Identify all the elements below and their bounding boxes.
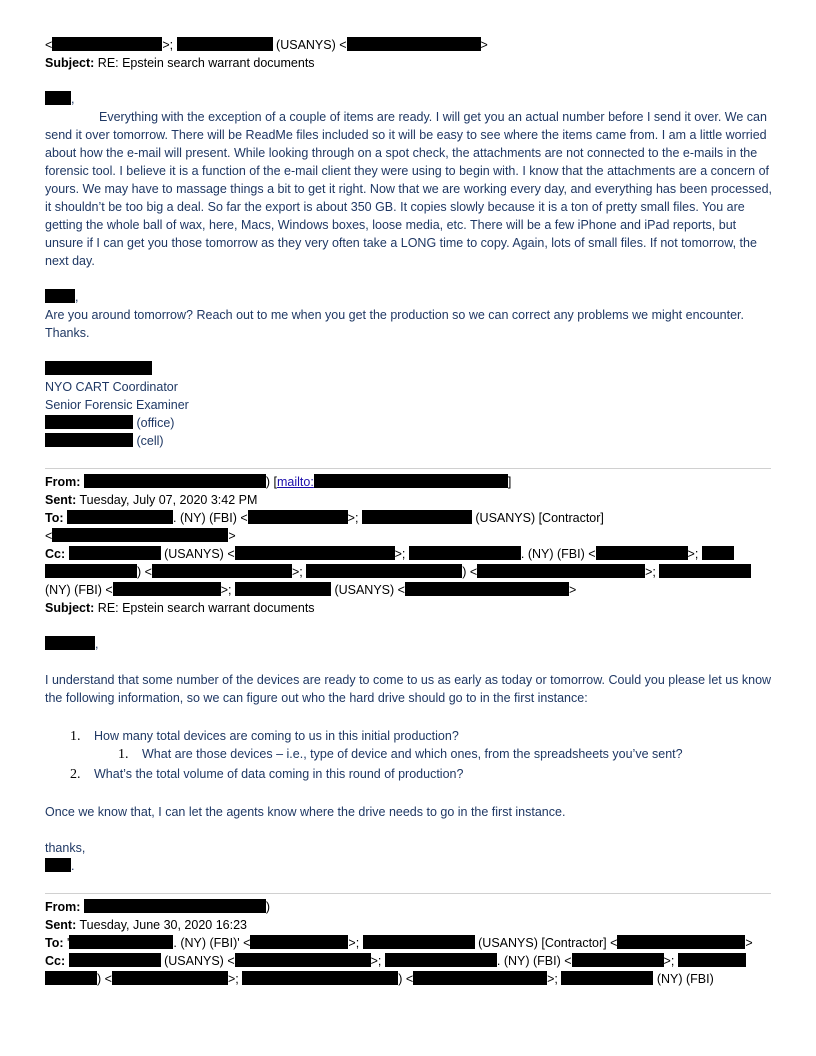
redaction xyxy=(347,37,481,51)
redaction xyxy=(45,971,97,985)
header-text: (USANYS) [Contractor] xyxy=(471,511,604,525)
redaction xyxy=(152,564,292,578)
header-text: ) xyxy=(265,900,271,914)
header-text: >; xyxy=(291,565,307,579)
list-text: What are those devices – i.e., type of device and which ones, from the spreadsheets you’ve sent? xyxy=(142,747,683,761)
header-text: > xyxy=(568,583,577,597)
redaction xyxy=(617,935,745,949)
list-text: How many total devices are coming to us in this initial production? xyxy=(94,729,459,743)
cc-line xyxy=(45,952,746,970)
greeting-3 xyxy=(45,635,98,653)
top-subject-line xyxy=(45,54,315,72)
header-text: (USANYS) < xyxy=(160,547,235,561)
redaction xyxy=(69,935,173,949)
redaction xyxy=(362,510,472,524)
header-text: (NY) (FBI) < xyxy=(45,583,113,597)
to-label: To: xyxy=(45,511,64,525)
redaction xyxy=(250,935,348,949)
top-recipients-line: < >; (USANYS) < > xyxy=(45,38,488,52)
redaction xyxy=(678,953,746,967)
redaction xyxy=(702,546,734,560)
header-text: >; xyxy=(645,565,660,579)
header-text: >; xyxy=(347,511,362,525)
header-text: (USANYS) < xyxy=(272,38,347,52)
list-item xyxy=(118,745,683,763)
list-number: 1. xyxy=(70,729,81,744)
header-text: (USANYS) < xyxy=(330,583,405,597)
divider xyxy=(45,468,771,469)
from-label: From: xyxy=(45,900,81,914)
header-text: ) < xyxy=(398,972,414,986)
header-text: ) < xyxy=(137,565,152,579)
from-line xyxy=(45,898,270,916)
from-label: From: xyxy=(45,475,81,489)
thanks-line: thanks, xyxy=(45,841,86,855)
redaction xyxy=(385,953,497,967)
greeting-1 xyxy=(45,90,74,108)
header-text: >; xyxy=(220,583,235,597)
redaction xyxy=(413,971,547,985)
sent-label: Sent: xyxy=(45,918,77,932)
list-item xyxy=(70,727,459,745)
cell-label: (cell) xyxy=(133,434,164,448)
subject-label: Subject: xyxy=(45,601,95,615)
cc-label: Cc: xyxy=(45,954,66,968)
redaction xyxy=(561,971,653,985)
redaction xyxy=(235,953,371,967)
redaction xyxy=(405,582,569,596)
header-text: >; xyxy=(547,972,562,986)
signature-cell xyxy=(45,432,164,450)
redaction xyxy=(177,37,273,51)
sign-suffix: . xyxy=(71,859,75,873)
signature-office xyxy=(45,414,174,432)
redaction xyxy=(314,474,508,488)
redaction xyxy=(409,546,521,560)
message-2-paragraph: I understand that some number of the devices are ready to come to us as early as today or tomorrow. Could you please let us know the following information, so we can figure out who the hard drive should go to in the first instance: xyxy=(45,673,772,705)
header-text: > xyxy=(480,38,488,52)
subject-value: RE: Epstein search warrant documents xyxy=(94,56,315,70)
header-text: (NY) (FBI) xyxy=(653,972,714,986)
redaction xyxy=(84,474,266,488)
redaction xyxy=(52,528,228,542)
divider xyxy=(45,893,771,894)
redaction xyxy=(45,564,137,578)
header-text: ) [ xyxy=(265,475,278,489)
redaction xyxy=(45,361,152,375)
greeting-2 xyxy=(45,288,78,306)
sent-value: Tuesday, July 07, 2020 3:42 PM xyxy=(76,493,258,507)
cc-line-2 xyxy=(45,563,751,581)
subject-value: RE: Epstein search warrant documents xyxy=(94,601,315,615)
redaction xyxy=(112,971,228,985)
list-number: 2. xyxy=(70,767,81,782)
header-text: ) < xyxy=(462,565,478,579)
redaction xyxy=(69,546,161,560)
redaction xyxy=(248,510,348,524)
header-text: (USANYS) < xyxy=(160,954,235,968)
header-text: . (NY) (FBI) < xyxy=(520,547,596,561)
to-line xyxy=(45,934,753,952)
subject-line xyxy=(45,599,315,617)
header-text: . (NY) (FBI) < xyxy=(496,954,572,968)
signature-title-2: Senior Forensic Examiner xyxy=(45,398,189,412)
redaction xyxy=(45,289,75,303)
redaction xyxy=(45,433,133,447)
redaction xyxy=(572,953,664,967)
cc-line-2 xyxy=(45,970,714,988)
redaction xyxy=(45,858,71,872)
cc-line-3 xyxy=(45,581,576,599)
list-text: What’s the total volume of data coming in this round of production? xyxy=(94,767,464,781)
redaction xyxy=(242,971,398,985)
redaction xyxy=(235,582,331,596)
cc-label: Cc: xyxy=(45,547,66,561)
redaction xyxy=(235,546,395,560)
closing-line: Once we know that, I can let the agents know where the drive needs to go in the first instance. xyxy=(45,805,566,819)
header-text: (USANYS) [Contractor] < xyxy=(474,936,618,950)
header-text: > xyxy=(228,529,236,543)
redaction xyxy=(69,953,161,967)
header-text: >; xyxy=(227,972,243,986)
header-text: > xyxy=(745,936,753,950)
message-1-paragraph: Everything with the exception of a couple of items are ready. I will get you an actual number before I send it over. We can send it over tomorrow. There will be ReadMe files included so it will be easy to see where the items came from. I am a little worried about how the e-mail will present. While looking through on a spot check, the attachments are not connected to the e-mails in the forensic tool. I believe it is a function of the e-mail client they were using to begin with. I know that the attachments are a concern of yours. We may have to massage things a bit to get it right. Now that we are working every day, and everything has been processed, it shouldn’t be too big a deal. So far the export is about 350 GB. It copies slowly because it is a ton of pretty small files. You are getting the whole ball of wax, here, Macs, Windows boxes, loose media, etc. There will be a few iPhone and iPad reports, but unsure if I can get you those tomorrow as they very often take a LONG time to copy. Again, lots of small files. If not tomorrow, the next day. xyxy=(45,110,773,268)
header-text: ' xyxy=(63,936,70,950)
greeting-suffix: , xyxy=(95,637,99,651)
redaction xyxy=(363,935,475,949)
from-line xyxy=(45,473,511,491)
subject-label: Subject: xyxy=(45,56,95,70)
header-text: >; xyxy=(663,954,678,968)
signature-name xyxy=(45,360,152,378)
redaction xyxy=(45,415,133,429)
sent-line xyxy=(45,916,247,934)
header-text: < xyxy=(45,529,53,543)
signature-title-1: NYO CART Coordinator xyxy=(45,380,178,394)
sign-off xyxy=(45,857,74,875)
header-text: >; xyxy=(687,547,702,561)
redaction xyxy=(45,91,71,105)
header-text: >; xyxy=(348,936,363,950)
sent-line xyxy=(45,491,257,509)
redaction xyxy=(45,636,95,650)
redaction xyxy=(596,546,688,560)
redaction xyxy=(84,899,266,913)
list-number: 1. xyxy=(118,747,129,762)
redaction xyxy=(659,564,751,578)
to-line-2 xyxy=(45,527,236,545)
header-text: ] xyxy=(507,475,512,489)
header-text: >; xyxy=(394,547,409,561)
message-1-paragraph-2: Are you around tomorrow? Reach out to me when you get the production so we can correct any problems we might encounter. Thanks. xyxy=(45,308,744,340)
header-text: >; xyxy=(370,954,385,968)
to-line xyxy=(45,509,604,527)
redaction xyxy=(306,564,462,578)
sent-value: Tuesday, June 30, 2020 16:23 xyxy=(76,918,247,932)
header-text: . (NY) (FBI)' < xyxy=(173,936,251,950)
redaction xyxy=(67,510,173,524)
greeting-suffix: , xyxy=(75,290,79,304)
mailto-link[interactable]: mailto: xyxy=(277,475,314,489)
redaction xyxy=(477,564,645,578)
header-text: >; xyxy=(162,38,177,52)
redaction xyxy=(52,37,162,51)
office-label: (office) xyxy=(133,416,175,430)
to-label: To: xyxy=(45,936,64,950)
greeting-suffix: , xyxy=(71,92,75,106)
cc-line xyxy=(45,545,734,563)
redaction xyxy=(113,582,221,596)
header-text: . (NY) (FBI) < xyxy=(173,511,248,525)
list-item xyxy=(70,765,463,783)
sent-label: Sent: xyxy=(45,493,77,507)
header-text: ) < xyxy=(97,972,112,986)
